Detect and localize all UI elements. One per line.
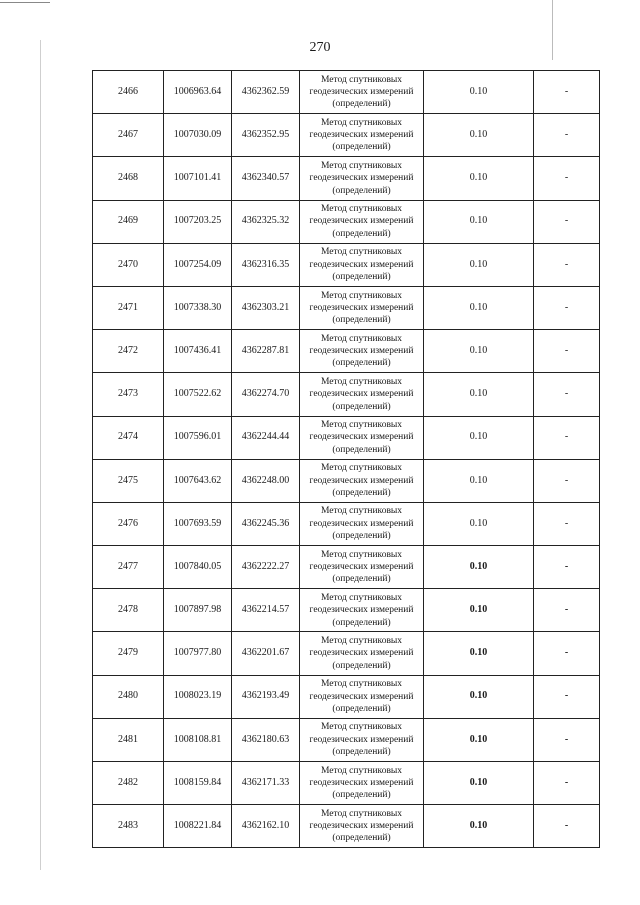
table-row: [93, 286, 600, 329]
note-cell: -: [534, 632, 600, 675]
method-line: (определений): [332, 703, 391, 714]
y-coordinate-cell: 4362193.49: [232, 675, 300, 718]
method-cell: [300, 416, 424, 459]
method-line: геодезических измерений: [309, 777, 414, 788]
table-row: [93, 330, 600, 373]
note-cell: -: [534, 71, 600, 114]
y-coordinate-cell: 4362248.00: [232, 459, 300, 502]
method-line: геодезических измерений: [309, 389, 414, 400]
method-cell: [300, 632, 424, 675]
method-line: (определений): [332, 747, 391, 758]
x-coordinate-cell: 1007203.25: [164, 200, 232, 243]
point-number-cell: 2471: [93, 286, 164, 329]
point-number-cell: 2481: [93, 718, 164, 761]
accuracy-cell: 0.10: [424, 114, 534, 157]
method-cell: [300, 589, 424, 632]
method-line: геодезических измерений: [309, 432, 414, 443]
x-coordinate-cell: 1007840.05: [164, 546, 232, 589]
method-line: Метод спутниковых: [320, 722, 403, 733]
method-line: геодезических измерений: [309, 173, 414, 184]
table-row: [93, 200, 600, 243]
note-cell: -: [534, 114, 600, 157]
x-coordinate-cell: 1007254.09: [164, 243, 232, 286]
method-line: геодезических измерений: [309, 605, 414, 616]
method-line: (определений): [332, 574, 391, 585]
method-line: (определений): [332, 660, 391, 671]
note-cell: -: [534, 589, 600, 632]
method-line: (определений): [332, 99, 391, 110]
method-line: Метод спутниковых: [320, 549, 403, 560]
method-line: геодезических измерений: [309, 691, 414, 702]
x-coordinate-cell: 1008159.84: [164, 762, 232, 805]
method-line: (определений): [332, 228, 391, 239]
y-coordinate-cell: 4362180.63: [232, 718, 300, 761]
method-line: геодезических измерений: [309, 518, 414, 529]
table-row: [93, 416, 600, 459]
table-row: [93, 243, 600, 286]
accuracy-cell: 0.10: [424, 157, 534, 200]
y-coordinate-cell: 4362214.57: [232, 589, 300, 632]
point-number-cell: 2479: [93, 632, 164, 675]
method-line: Метод спутниковых: [320, 765, 403, 776]
accuracy-cell: 0.10: [424, 546, 534, 589]
scan-artifact-left: [40, 40, 41, 870]
accuracy-cell: 0.10: [424, 286, 534, 329]
method-cell: [300, 330, 424, 373]
method-line: Метод спутниковых: [320, 247, 403, 258]
y-coordinate-cell: 4362171.33: [232, 762, 300, 805]
accuracy-cell: 0.10: [424, 675, 534, 718]
note-cell: -: [534, 157, 600, 200]
method-line: Метод спутниковых: [320, 420, 403, 431]
method-line: Метод спутниковых: [320, 376, 403, 387]
method-line: геодезических измерений: [309, 216, 414, 227]
point-number-cell: 2468: [93, 157, 164, 200]
accuracy-cell: 0.10: [424, 200, 534, 243]
y-coordinate-cell: 4362340.57: [232, 157, 300, 200]
method-line: геодезических измерений: [309, 821, 414, 832]
method-cell: [300, 675, 424, 718]
x-coordinate-cell: 1007897.98: [164, 589, 232, 632]
accuracy-cell: 0.10: [424, 805, 534, 848]
method-line: (определений): [332, 617, 391, 628]
method-line: геодезических измерений: [309, 259, 414, 270]
method-line: (определений): [332, 142, 391, 153]
accuracy-cell: 0.10: [424, 243, 534, 286]
method-cell: [300, 200, 424, 243]
note-cell: -: [534, 502, 600, 545]
x-coordinate-cell: 1007643.62: [164, 459, 232, 502]
note-cell: -: [534, 416, 600, 459]
point-number-cell: 2476: [93, 502, 164, 545]
y-coordinate-cell: 4362352.95: [232, 114, 300, 157]
method-line: (определений): [332, 833, 391, 844]
table-row: [93, 546, 600, 589]
method-line: геодезических измерений: [309, 302, 414, 313]
note-cell: -: [534, 459, 600, 502]
point-number-cell: 2478: [93, 589, 164, 632]
method-line: Метод спутниковых: [320, 592, 403, 603]
accuracy-cell: 0.10: [424, 330, 534, 373]
method-line: (определений): [332, 487, 391, 498]
method-cell: [300, 459, 424, 502]
table-row: [93, 114, 600, 157]
note-cell: -: [534, 546, 600, 589]
y-coordinate-cell: 4362162.10: [232, 805, 300, 848]
note-cell: -: [534, 675, 600, 718]
y-coordinate-cell: 4362245.36: [232, 502, 300, 545]
x-coordinate-cell: 1008023.19: [164, 675, 232, 718]
method-line: Метод спутниковых: [320, 204, 403, 215]
y-coordinate-cell: 4362201.67: [232, 632, 300, 675]
table-row: [93, 589, 600, 632]
x-coordinate-cell: 1007101.41: [164, 157, 232, 200]
method-line: Метод спутниковых: [320, 117, 403, 128]
note-cell: -: [534, 805, 600, 848]
method-line: (определений): [332, 790, 391, 801]
note-cell: -: [534, 373, 600, 416]
y-coordinate-cell: 4362222.27: [232, 546, 300, 589]
y-coordinate-cell: 4362274.70: [232, 373, 300, 416]
table-row: [93, 157, 600, 200]
method-cell: [300, 502, 424, 545]
table-row: [93, 632, 600, 675]
method-line: геодезических измерений: [309, 86, 414, 97]
method-line: Метод спутниковых: [320, 160, 403, 171]
x-coordinate-cell: 1007338.30: [164, 286, 232, 329]
method-line: (определений): [332, 401, 391, 412]
note-cell: -: [534, 718, 600, 761]
accuracy-cell: 0.10: [424, 632, 534, 675]
method-line: (определений): [332, 531, 391, 542]
accuracy-cell: 0.10: [424, 502, 534, 545]
page-number: 270: [309, 40, 331, 55]
accuracy-cell: 0.10: [424, 589, 534, 632]
x-coordinate-cell: 1007436.41: [164, 330, 232, 373]
table-row: [93, 502, 600, 545]
y-coordinate-cell: 4362244.44: [232, 416, 300, 459]
x-coordinate-cell: 1008221.84: [164, 805, 232, 848]
x-coordinate-cell: 1007693.59: [164, 502, 232, 545]
method-line: Метод спутниковых: [320, 333, 403, 344]
method-line: геодезических измерений: [309, 561, 414, 572]
method-line: Метод спутниковых: [320, 808, 403, 819]
method-cell: [300, 373, 424, 416]
note-cell: -: [534, 200, 600, 243]
method-cell: [300, 762, 424, 805]
table-body: [93, 71, 600, 848]
method-line: (определений): [332, 185, 391, 196]
x-coordinate-cell: 1007030.09: [164, 114, 232, 157]
method-cell: [300, 157, 424, 200]
point-number-cell: 2472: [93, 330, 164, 373]
method-line: геодезических измерений: [309, 130, 414, 141]
coordinates-table: [92, 70, 600, 848]
point-number-cell: 2467: [93, 114, 164, 157]
note-cell: -: [534, 286, 600, 329]
note-cell: -: [534, 762, 600, 805]
scan-artifact-top: [0, 2, 50, 3]
method-cell: [300, 718, 424, 761]
y-coordinate-cell: 4362362.59: [232, 71, 300, 114]
method-line: Метод спутниковых: [320, 679, 403, 690]
point-number-cell: 2474: [93, 416, 164, 459]
point-number-cell: 2473: [93, 373, 164, 416]
method-cell: [300, 286, 424, 329]
method-line: геодезических измерений: [309, 475, 414, 486]
method-line: (определений): [332, 358, 391, 369]
point-number-cell: 2475: [93, 459, 164, 502]
table-row: [93, 373, 600, 416]
point-number-cell: 2466: [93, 71, 164, 114]
method-line: геодезических измерений: [309, 346, 414, 357]
table-row: [93, 762, 600, 805]
x-coordinate-cell: 1007977.80: [164, 632, 232, 675]
method-cell: [300, 114, 424, 157]
y-coordinate-cell: 4362325.32: [232, 200, 300, 243]
x-coordinate-cell: 1007522.62: [164, 373, 232, 416]
point-number-cell: 2480: [93, 675, 164, 718]
accuracy-cell: 0.10: [424, 459, 534, 502]
x-coordinate-cell: 1006963.64: [164, 71, 232, 114]
table-row: [93, 71, 600, 114]
x-coordinate-cell: 1007596.01: [164, 416, 232, 459]
method-line: (определений): [332, 315, 391, 326]
method-cell: [300, 71, 424, 114]
table-row: [93, 718, 600, 761]
method-line: геодезических измерений: [309, 648, 414, 659]
method-line: (определений): [332, 272, 391, 283]
method-cell: [300, 805, 424, 848]
method-line: Метод спутниковых: [320, 636, 403, 647]
method-cell: [300, 546, 424, 589]
accuracy-cell: 0.10: [424, 416, 534, 459]
table-row: [93, 805, 600, 848]
method-line: Метод спутниковых: [320, 290, 403, 301]
accuracy-cell: 0.10: [424, 718, 534, 761]
method-line: (определений): [332, 444, 391, 455]
note-cell: -: [534, 330, 600, 373]
method-line: геодезических измерений: [309, 734, 414, 745]
method-line: Метод спутниковых: [320, 74, 403, 85]
point-number-cell: 2470: [93, 243, 164, 286]
accuracy-cell: 0.10: [424, 762, 534, 805]
point-number-cell: 2469: [93, 200, 164, 243]
method-cell: [300, 243, 424, 286]
y-coordinate-cell: 4362316.35: [232, 243, 300, 286]
note-cell: -: [534, 243, 600, 286]
y-coordinate-cell: 4362287.81: [232, 330, 300, 373]
table-row: [93, 459, 600, 502]
y-coordinate-cell: 4362303.21: [232, 286, 300, 329]
accuracy-cell: 0.10: [424, 71, 534, 114]
x-coordinate-cell: 1008108.81: [164, 718, 232, 761]
method-line: Метод спутниковых: [320, 463, 403, 474]
point-number-cell: 2477: [93, 546, 164, 589]
accuracy-cell: 0.10: [424, 373, 534, 416]
table-row: [93, 675, 600, 718]
point-number-cell: 2483: [93, 805, 164, 848]
method-line: Метод спутниковых: [320, 506, 403, 517]
point-number-cell: 2482: [93, 762, 164, 805]
